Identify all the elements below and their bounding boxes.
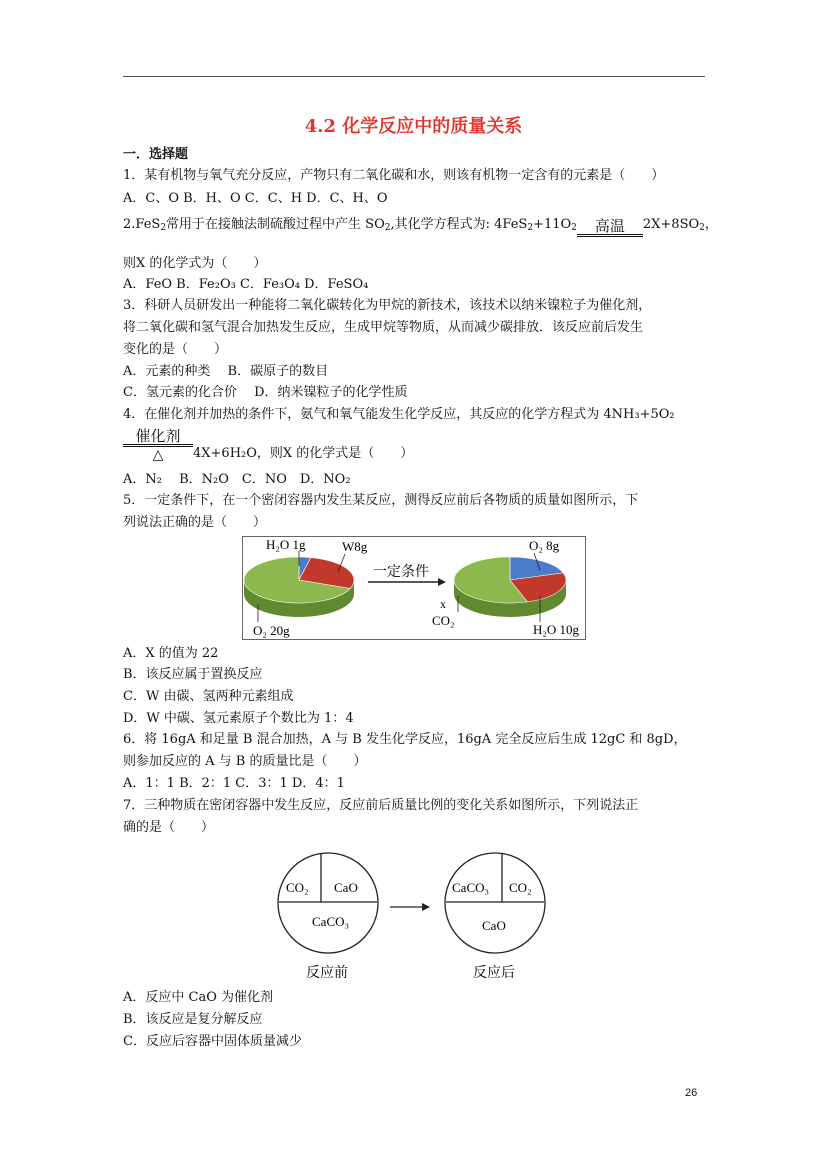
q5-option-a: A．X 的值为 22 (123, 646, 219, 661)
page-title: 4.2 化学反应中的质量关系 (304, 116, 523, 137)
q4-stem1: 4．在催化剂并加热的条件下，氨气和氧气能发生化学反应，其反应的化学方程式为 4NH₃+5O₂ (123, 407, 675, 422)
q5-pie-diagram (242, 536, 586, 640)
arrow-head-icon (422, 903, 430, 911)
q7-option-b: B．该反应是复分解反应 (123, 1012, 263, 1027)
label-caco3-after: CaCO₃ (452, 880, 490, 895)
circle-before (278, 853, 378, 953)
label-w-before: W8g (342, 539, 368, 554)
label-o2-after: O₂ 8g (529, 538, 560, 553)
label-co2-after: CO₂ (432, 613, 455, 628)
q5-option-c: C．W 由碳、氢两种元素组成 (123, 689, 294, 704)
page-number: 26 (685, 1087, 698, 1099)
caption-before: 反应前 (306, 965, 348, 981)
q3-option-cd: C．氢元素的化合价 D．纳米镍粒子的化学性质 (123, 385, 408, 400)
pie-after-top (454, 557, 566, 603)
q2-stem2: 则X 的化学式为（ ） (123, 256, 267, 271)
q6-stem2: 则参加反应的 A 与 B 的质量比是（ ） (123, 754, 367, 769)
caption-after: 反应后 (473, 965, 515, 981)
q5-option-b: B．该反应属于置换反应 (123, 667, 263, 682)
q4-equation: 催化剂 △ 4X+6H₂O，则X 的化学式是（ ） (123, 428, 413, 463)
label-co2-after: CO₂ (509, 880, 532, 895)
section-heading: 一．选择题 (123, 147, 189, 162)
q7-option-a: A．反应中 CaO 为催化剂 (123, 990, 274, 1005)
q1-options: A．C、O B．H、O C．C、H D．C、H、O (123, 191, 388, 206)
heat-symbol: △ (152, 447, 164, 463)
circle-after (445, 853, 545, 953)
label-cao-after: CaO (482, 918, 506, 933)
q6-options: A．1：1 B．2：1 C．3：1 D．4：1 (123, 776, 345, 791)
label-x-after: x (440, 597, 446, 611)
q3-stem3: 变化的是（ ） (123, 342, 228, 357)
q4-options: A．N₂ B．N₂O C．NO D．NO₂ (123, 472, 351, 487)
q2-options: A．FeO B．Fe₂O₃ C．Fe₃O₄ D．FeSO₄ (123, 277, 369, 292)
q3-option-ab: A．元素的种类 B．碳原子的数目 (123, 364, 329, 379)
label-caco3-before: CaCO₃ (312, 914, 350, 929)
q5-stem2: 列说法正确的是（ ） (123, 515, 267, 530)
label-cao-before: CaO (334, 880, 358, 895)
q3-stem2: 将二氧化碳和氢气混合加热发生反应，生成甲烷等物质，从而减少碳排放．该反应前后发生 (123, 320, 644, 335)
label-co2-before: CO₂ (286, 880, 309, 895)
label-h2o-after: H₂O 10g (533, 622, 580, 637)
q5-option-d: D．W 中碳、氢元素原子个数比为 1：4 (123, 711, 354, 726)
q7-circle-diagram (270, 843, 560, 983)
pie-after (454, 557, 566, 617)
q3-stem1: 3．科研人员研发出一种能将二氧化碳转化为甲烷的新技术，该技术以纳米镍粒子为催化剂， (123, 298, 652, 313)
q2-equation: 2.FeS$_2$常用于在接触法制硫酸过程中产生 $SO_2$,其化学方程式为: $4FeS_2+11O_2$ 高温 $2X+8SO_2$， (123, 217, 718, 235)
q5-figure (242, 536, 586, 640)
arrow-head-icon (438, 578, 446, 586)
q1-stem: 1．某有机物与氧气充分反应，产物只有二氧化碳和水，则该有机物一定含有的元素是（ ） (123, 168, 665, 183)
q7-option-c: C．反应后容器中固体质量减少 (123, 1034, 302, 1049)
arrow-label: 一定条件 (373, 564, 429, 580)
q6-stem1: 6．将 16gA 和足量 B 混合加热，A 与 B 发生化学反应，16gA 完全反应后生成 12gC 和 8gD， (123, 732, 687, 747)
reaction-condition-catalyst: 催化剂 △ (123, 428, 193, 463)
reaction-condition-high-temp: 高温 (577, 218, 643, 237)
label-o2-before: O₂ 20g (253, 623, 290, 638)
q7-figure (270, 843, 560, 983)
q7-stem2: 确的是（ ） (123, 820, 215, 835)
header-rule (123, 76, 705, 77)
q5-stem1: 5．一定条件下，在一个密闭容器内发生某反应，测得反应前后各物质的质量如图所示，下 (123, 493, 639, 508)
label-h2o-before: H₂O 1g (266, 537, 306, 552)
q7-stem1: 7．三种物质在密闭容器中发生反应，反应前后质量比例的变化关系如图所示，下列说法正 (123, 798, 639, 813)
